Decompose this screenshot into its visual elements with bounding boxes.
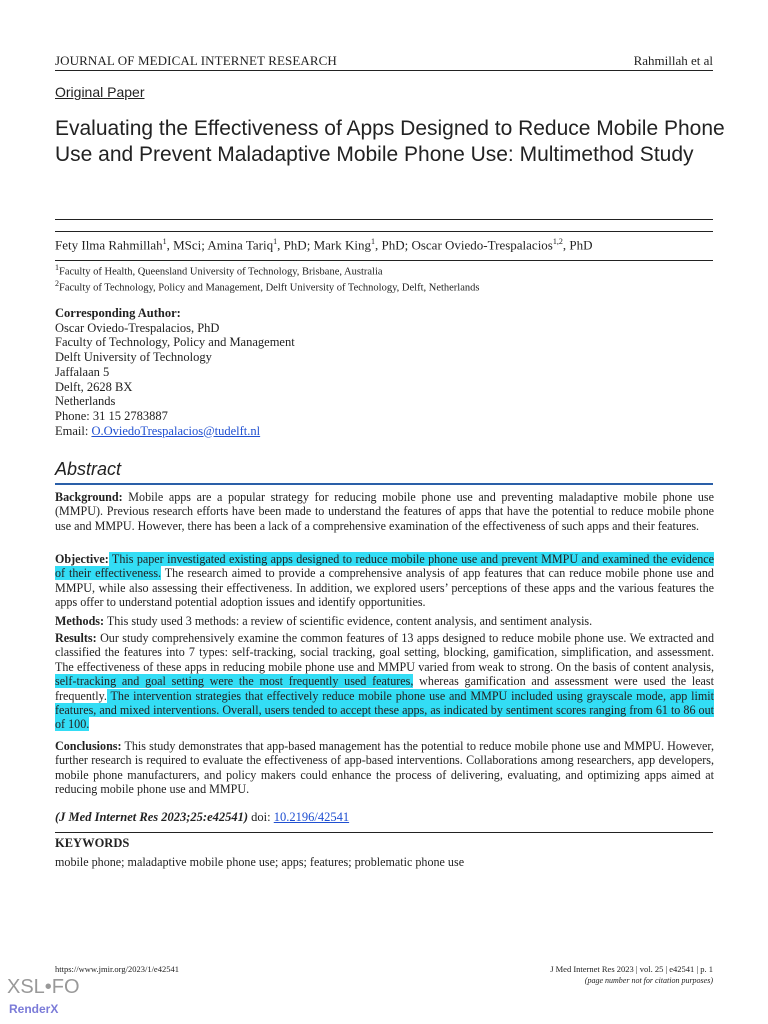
corr-line: Jaffalaan 5 [55, 364, 110, 379]
author-affil: 1 [370, 237, 375, 246]
author-degree: , MSci; [166, 237, 208, 253]
author-name: Amina Tariq [207, 237, 274, 253]
author-affil: 1 [273, 237, 278, 246]
abstract-heading: Abstract [55, 459, 122, 479]
keywords-text: mobile phone; maladaptive mobile phone use; apps; features; problematic phone use [55, 855, 465, 869]
footer-note: (page number not for citation purposes) [584, 976, 713, 985]
conclusions-text: This study demonstrates that app-based management has the potential to reduce mobile phone use and MMPU. However, further research is required to evaluate the effectiveness of app-based interventions. Collaborations among researchers, app developers, mobile phone manufacturers, and policy makers could enhance the process of delivering, evaluating, and optimizing apps aimed at reducing mobile phone use and MMPU. [55, 739, 714, 797]
author-degree: , PhD; [374, 237, 412, 253]
citation-ref: (J Med Internet Res 2023;25:e42541) [55, 810, 249, 824]
header-rule [55, 70, 713, 71]
abstract-methods [55, 614, 714, 628]
author-name: Oscar Oviedo-Trespalacios [411, 237, 553, 253]
corr-line: Faculty of Technology, Policy and Management [55, 335, 295, 350]
results-text-2: whereas gamification and assessment were used the least frequently. [55, 674, 714, 703]
conclusions-label: Conclusions: [55, 739, 122, 753]
author-affil: 1 [162, 237, 167, 246]
abstract-background [55, 490, 714, 533]
title-rule-bottom [55, 231, 713, 232]
author-degree: , PhD; [277, 237, 314, 253]
abstract-conclusions [55, 739, 714, 797]
objective-label: Objective: [55, 552, 109, 566]
author-name: Mark King [313, 237, 371, 253]
journal-name: JOURNAL OF MEDICAL INTERNET RESEARCH [55, 53, 337, 68]
article-title: Evaluating the Effectiveness of Apps Designed to Reduce Mobile Phone Use and Prevent Maladaptive Mobile Phone Use: Multimethod Study [55, 117, 725, 166]
citation-line [55, 810, 349, 825]
author-running-head: Rahmillah et al [633, 53, 713, 68]
corr-line: Delft University of Technology [55, 350, 212, 365]
email-link[interactable]: O.OviedoTrespalacios@tudelft.nl [91, 423, 261, 438]
affil-text: Faculty of Health, Queensland University of Technology, Brisbane, Australia [59, 266, 383, 278]
methods-label: Methods: [55, 614, 105, 628]
corr-line: Phone: 31 15 2783887 [55, 408, 168, 423]
affiliation-2 [55, 279, 479, 294]
objective-highlight: This paper investigated existing apps designed to reduce mobile phone use and prevent MMPU and examined the evidence of their effectiveness. [55, 552, 714, 581]
authors-rule [55, 260, 713, 261]
abstract-rule [55, 483, 713, 485]
author-name: Fety Ilma Rahmillah [55, 237, 163, 253]
results-label: Results: [55, 631, 97, 645]
affil-text: Faculty of Technology, Policy and Management, Delft University of Technology, Delft, Netherlands [59, 282, 480, 294]
doi-link[interactable]: 10.2196/42541 [273, 810, 350, 824]
doi-label: doi: [251, 810, 271, 824]
keywords-heading: KEYWORDS [55, 836, 130, 850]
xslfo-logo: XSL•FO [7, 976, 80, 998]
corresponding-author [55, 306, 295, 438]
affiliation-1 [55, 263, 383, 278]
title-rule-top [55, 219, 713, 220]
background-label: Background: [55, 490, 123, 504]
renderx-logo: RenderX [9, 1002, 59, 1016]
abstract-results [55, 631, 714, 732]
background-text: Mobile apps are a popular strategy for reducing mobile phone use and preventing maladaptive mobile phone use (MMPU). Previous research efforts have been made to understand the features of apps that have the potential to reduce mobile phone use and MMPU. However, there has been a lack of a comprehensive examination of the effectiveness of such apps and their features. [55, 490, 714, 533]
affil-marker: 2 [55, 279, 59, 288]
methods-text: This study used 3 methods: a review of scientific evidence, content analysis, and sentiment analysis. [104, 614, 593, 628]
corresponding-label: Corresponding Author: [55, 306, 181, 320]
results-text-1: Our study comprehensively examine the common features of 13 apps designed to reduce mobile phone use. We extracted and classified the features into 7 types: self-tracking, social tracking, goal setting, blocking, gamification, simplification, and assessment. The effectiveness of these apps in reducing mobile phone use and MMPU varied from weak to strong. On the basis of content analysis, [55, 631, 714, 674]
corr-line: Oscar Oviedo-Trespalacios, PhD [55, 320, 220, 335]
results-highlight-2: The intervention strategies that effectively reduce mobile phone use and MMPU included using grayscale mode, app limit features, and mixed interventions. Overall, users tended to accept these apps, as indicated by sentiment scores ranging from 61 to 86 out of 100. [55, 688, 714, 732]
article-type: Original Paper [55, 84, 145, 100]
abstract-objective [55, 552, 714, 610]
corr-line: Netherlands [55, 394, 116, 409]
footer-ref [550, 964, 713, 986]
results-highlight-1: self-tracking and goal setting were the most frequently used features, [55, 674, 414, 689]
author-affil: 1,2 [552, 237, 563, 246]
objective-text: The research aimed to provide a comprehensive analysis of app features that can reduce mobile phone use and MMPU, while also assessing their effectiveness. In addition, we explored users’ perceptions of these apps and the various features the apps offer to understand potential adoption issues and identify opportunities. [55, 566, 714, 610]
corr-line: Delft, 2628 BX [55, 379, 133, 394]
footer-citation: J Med Internet Res 2023 | vol. 25 | e42541 | p. 1 [550, 964, 713, 974]
affil-marker: 1 [55, 263, 59, 272]
footer-url: https://www.jmir.org/2023/1/e42541 [55, 964, 179, 974]
author-list [55, 237, 593, 253]
email-label: Email: [55, 423, 92, 438]
keywords-rule [55, 832, 713, 833]
author-degree: , PhD [562, 237, 593, 253]
corr-email-line [55, 424, 295, 439]
